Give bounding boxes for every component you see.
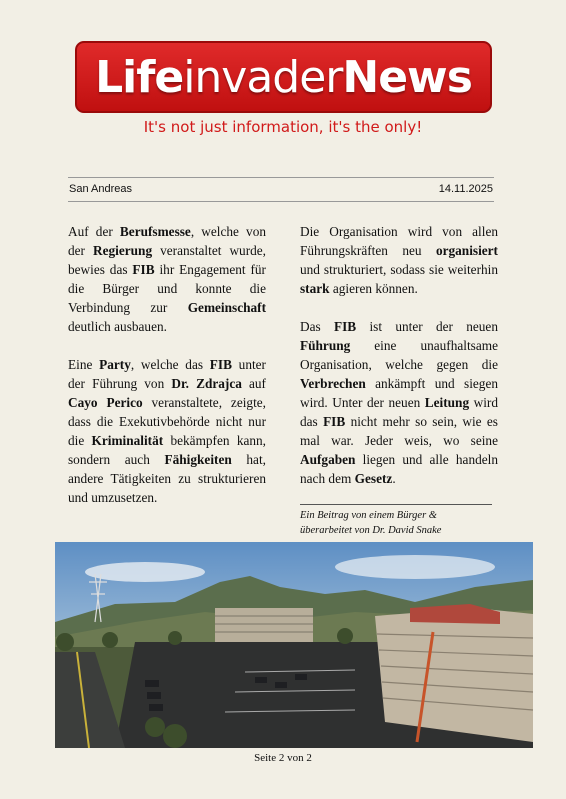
tagline: It's not just information, it's the only! — [143, 118, 423, 136]
logo-text-invader: invader — [183, 51, 343, 103]
signature — [300, 508, 441, 538]
text-run: wird das — [300, 395, 498, 429]
text-run: Das — [300, 319, 334, 334]
bold-term: Dr. Zdrajca — [171, 376, 242, 391]
bold-term: Führung — [300, 338, 351, 353]
text-run: liegen und alle handeln nach dem — [300, 452, 498, 486]
bold-term: Berufsmesse — [119, 224, 191, 239]
text-run: unter der Führung von — [68, 357, 266, 391]
bold-term: Regierung — [93, 243, 153, 258]
bold-term: organisiert — [435, 243, 498, 258]
bold-term: FIB — [323, 414, 346, 429]
bold-term: Cayo Perico — [68, 395, 143, 410]
text-run: . — [392, 471, 396, 486]
text-run: , welche von der — [68, 224, 266, 258]
paragraph — [300, 317, 498, 488]
bold-term: FIB — [209, 357, 232, 372]
page-number: Seite 2 von 2 — [254, 752, 312, 764]
text-run: veranstaltet wurde, bewies das — [68, 243, 266, 277]
text-run: agieren können. — [329, 281, 418, 296]
bold-term: Leitung — [424, 395, 470, 410]
bold-term: Party — [99, 357, 131, 372]
bold-term: Gesetz — [354, 471, 393, 486]
fib-building-image — [55, 542, 533, 748]
logo-text-news: News — [342, 51, 472, 103]
text-run: hat, andere Tätigkeiten zu strukturieren und umzusetzen. — [68, 452, 266, 505]
bold-term: stark — [300, 281, 330, 296]
text-run: bekämpfen kann, sondern auch — [68, 433, 266, 467]
article-column-right — [300, 222, 498, 507]
paragraph — [68, 355, 266, 507]
text-run: ihr Engagement für die Bürger und konnte die Verbindung zur — [68, 262, 266, 315]
location-label: San Andreas — [69, 183, 132, 195]
logo-text-life: Life — [95, 51, 184, 103]
text-run: auf — [241, 376, 266, 391]
bold-term: Kriminalität — [91, 433, 164, 448]
article-photo — [55, 542, 533, 748]
paragraph — [300, 222, 498, 298]
text-run: , welche das — [130, 357, 210, 372]
article-column-left — [68, 222, 266, 526]
signature-line: überarbeitet von Dr. David Snake — [300, 525, 442, 536]
signature-rule — [300, 504, 492, 505]
text-run: eine unaufhaltsame Organisation, welche gegen die — [300, 338, 498, 372]
bold-term: Fähigkeiten — [164, 452, 232, 467]
bold-term: Verbrechen — [300, 376, 366, 391]
paragraph — [68, 222, 266, 336]
text-run: Eine — [68, 357, 100, 372]
header-rule-top — [68, 177, 494, 178]
text-run: Die Organisation wird von allen Führungskräften neu — [300, 224, 498, 258]
date-label: 14.11.2025 — [438, 183, 493, 195]
text-run: deutlich ausbauen. — [68, 319, 167, 334]
text-run: Auf der — [68, 224, 120, 239]
text-run: veranstaltete, zeigte, dass die Exekutivbehörde nicht nur die — [68, 395, 266, 448]
signature-line: Ein Beitrag von einem Bürger & — [300, 510, 437, 521]
lifeinvader-news-logo — [75, 41, 492, 113]
bold-term: FIB — [333, 319, 357, 334]
bold-term: Gemeinschaft — [187, 300, 266, 315]
text-run: und strukturiert, sodass sie weiterhin — [300, 262, 498, 277]
text-run: ankämpft und siegen wird. Unter der neuen — [300, 376, 498, 410]
text-run: nicht mehr so sein, wie es mal war. Jeder weis, wo seine — [300, 414, 498, 448]
header-rule-bottom — [68, 201, 494, 202]
text-run: ist unter der neuen — [356, 319, 498, 334]
bold-term: FIB — [132, 262, 155, 277]
bold-term: Aufgaben — [300, 452, 356, 467]
